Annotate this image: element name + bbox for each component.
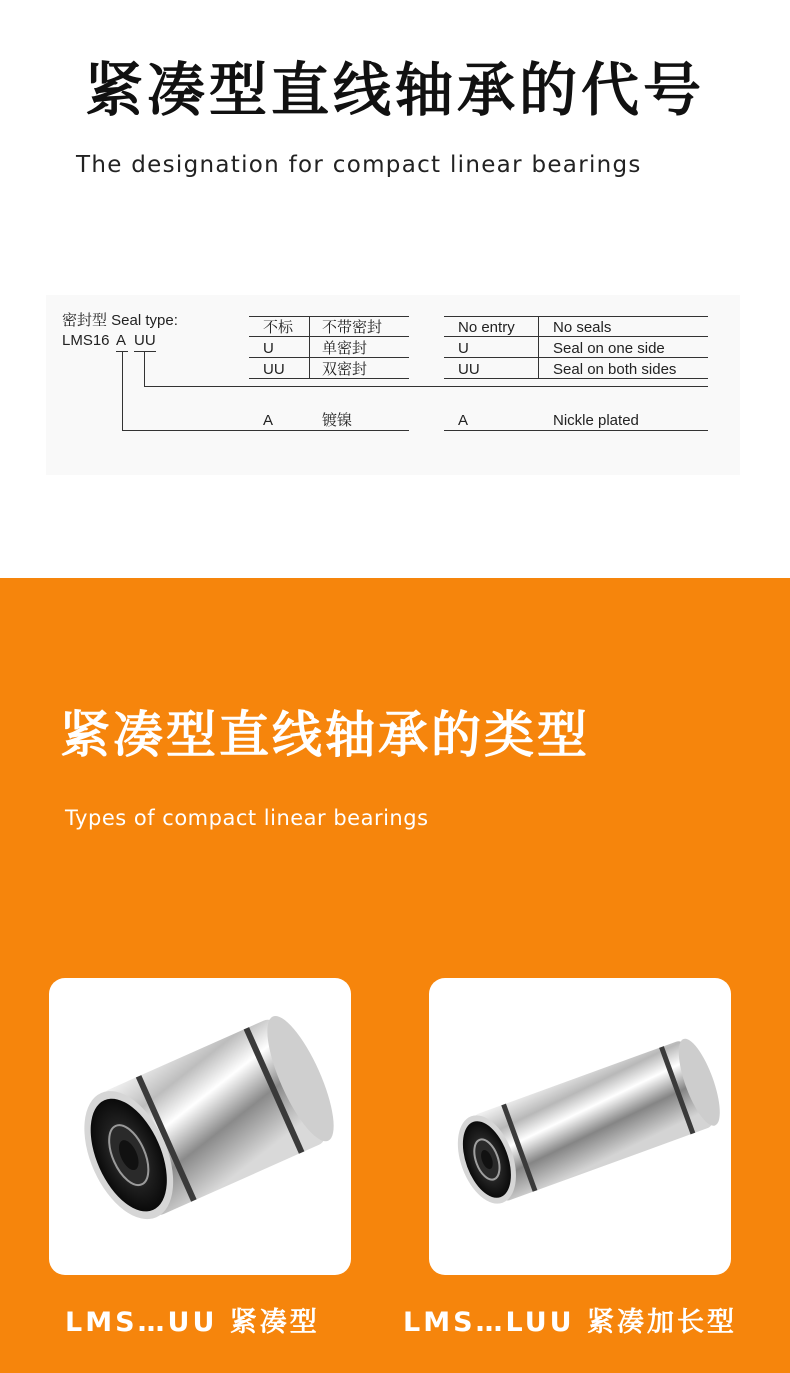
en-plating-code: A [458,412,469,429]
cn-desc-cell: 单密封 [322,340,368,357]
cn-table-divider [309,316,310,378]
cn-code-cell: U [263,340,274,357]
en-desc-cell: Seal on both sides [553,361,677,378]
cn-code-cell: 不标 [263,319,294,336]
types-section [0,578,790,1373]
page-title: 紧凑型直线轴承的代号 [84,56,705,124]
en-code-cell: U [458,340,469,357]
en-table-rule [444,316,708,317]
en-code-cell: UU [458,361,480,378]
cn-plating-code: A [263,412,274,429]
en-desc-cell: No seals [553,319,612,336]
uu-connector-vertical [144,351,145,386]
a-connector-horizontal [122,430,409,431]
designation-diagram [46,295,740,475]
code-uu-underline [134,351,156,352]
a-connector-vertical [122,351,123,430]
cn-code-cell: UU [263,361,285,378]
en-code-cell: No entry [458,319,515,336]
short-bearing-caption: LMS…UU 紧凑型 [65,1307,320,1338]
long-bearing-image [429,978,731,1275]
code-prefix: LMS16 [62,332,110,349]
long-bearing-card [429,978,731,1275]
page-subtitle: The designation for compact linear bearings [76,152,642,178]
cn-desc-cell: 双密封 [322,361,368,378]
long-bearing-caption: LMS…LUU 紧凑加长型 [403,1307,738,1338]
cn-table-rule [249,316,409,317]
seal-type-label: 密封型 Seal type: [62,312,178,329]
en-plating-desc: Nickle plated [553,412,639,429]
en-plating-rule [444,430,708,431]
short-bearing-card [49,978,351,1275]
code-uu: UU [134,332,156,349]
uu-connector-horizontal [144,386,708,387]
en-table-divider [538,316,539,378]
cn-plating-desc: 镀镍 [322,412,353,429]
types-subtitle: Types of compact linear bearings [65,806,429,830]
code-a: A [116,332,127,349]
en-desc-cell: Seal on one side [553,340,665,357]
short-bearing-image [49,978,351,1275]
designation-section [0,0,790,578]
types-title: 紧凑型直线轴承的类型 [60,706,590,764]
cn-desc-cell: 不带密封 [322,319,383,336]
